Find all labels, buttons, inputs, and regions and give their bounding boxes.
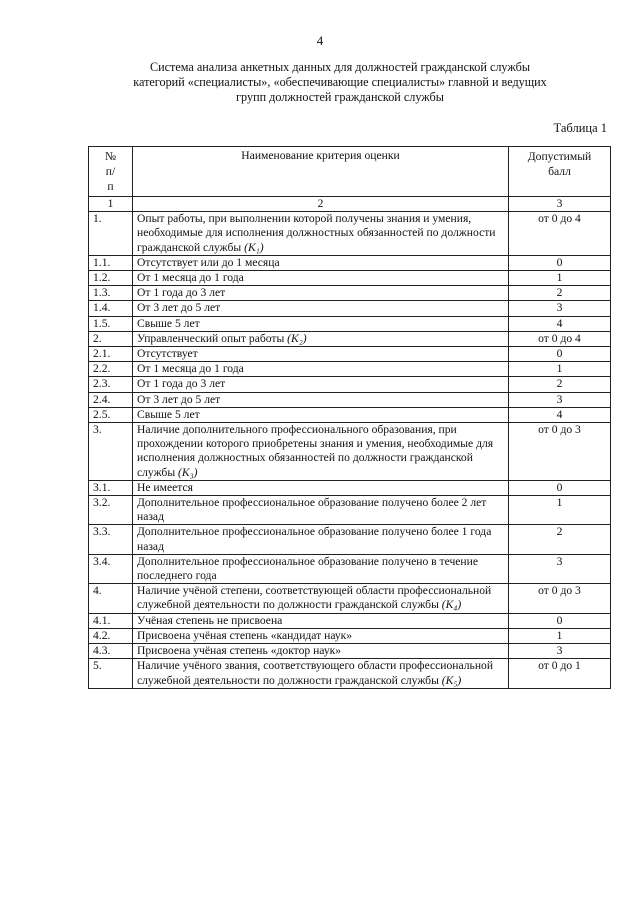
score-value: от 0 до 3 (509, 423, 611, 481)
criterion-name (133, 628, 509, 643)
criterion-text: От 3 лет до 5 лет (137, 301, 221, 315)
score-value: от 0 до 3 (509, 584, 611, 613)
criterion-name (133, 316, 509, 331)
header-criterion-name: Наименование критерия оценки (133, 147, 509, 197)
criterion-name (133, 423, 509, 481)
table-row (89, 316, 611, 331)
table-row (89, 286, 611, 301)
score-value: 0 (509, 255, 611, 270)
column-index-row (89, 197, 611, 212)
row-number: 1.1. (89, 255, 133, 270)
score-value: 1 (509, 271, 611, 286)
score-value: 1 (509, 362, 611, 377)
column-index: 3 (509, 197, 611, 212)
criterion-text: Дополнительное профессиональное образование получено более 2 лет назад (137, 496, 487, 524)
table-row (89, 362, 611, 377)
criterion-text: От 1 года до 3 лет (137, 286, 226, 300)
table-row (89, 480, 611, 495)
score-value: от 0 до 4 (509, 212, 611, 256)
criterion-text: От 1 месяца до 1 года (137, 362, 244, 376)
score-value: 1 (509, 496, 611, 525)
criterion-name (133, 212, 509, 256)
table-header-row (89, 147, 611, 197)
header-score: Допустимый балл (509, 147, 611, 197)
table-row (89, 496, 611, 525)
criterion-name (133, 392, 509, 407)
criterion-name (133, 271, 509, 286)
row-number: 2. (89, 331, 133, 346)
criterion-name (133, 644, 509, 659)
coefficient-label: (K₃) (178, 465, 198, 479)
coefficient-label: (K₁) (244, 240, 264, 254)
title-line-2: категорий «специалисты», «обеспечивающие специалисты» главной и ведущих (133, 75, 547, 89)
column-index: 2 (133, 197, 509, 212)
criterion-text: Отсутствует (137, 347, 198, 361)
row-number: 4. (89, 584, 133, 613)
criterion-name (133, 496, 509, 525)
table-row (89, 255, 611, 270)
criterion-text: Наличие дополнительного профессионального образования, при прохождении которого приобретены знания и умения, необходимые для исполнения должностных обязанностей по должности гражданской службы (137, 423, 494, 479)
score-value: 3 (509, 392, 611, 407)
row-number: 4.2. (89, 628, 133, 643)
criterion-name (133, 659, 509, 688)
row-number: 2.3. (89, 377, 133, 392)
row-number: 1. (89, 212, 133, 256)
table-row (89, 331, 611, 346)
table-row (89, 377, 611, 392)
row-number: 4.3. (89, 644, 133, 659)
row-number: 3.1. (89, 480, 133, 495)
score-value: 2 (509, 286, 611, 301)
table-row (89, 659, 611, 688)
criterion-name (133, 286, 509, 301)
criterion-text: Отсутствует или до 1 месяца (137, 255, 280, 269)
table-row (89, 554, 611, 583)
table-row (89, 628, 611, 643)
criteria-rows (89, 212, 611, 689)
row-number: 2.2. (89, 362, 133, 377)
criterion-text: Опыт работы, при выполнении которой получены знания и умения, необходимые для исполнения должностных обязанностей по должности гражданской службы (137, 212, 496, 254)
header-number: № п/п (89, 147, 133, 197)
criterion-text: Учёная степень не присвоена (137, 613, 283, 627)
row-number: 3.2. (89, 496, 133, 525)
criterion-name (133, 331, 509, 346)
table-row (89, 212, 611, 256)
table-row (89, 644, 611, 659)
criterion-text: Дополнительное профессиональное образование получено более 1 года назад (137, 525, 492, 553)
row-number: 3.4. (89, 554, 133, 583)
score-value: 1 (509, 628, 611, 643)
criterion-text: Свыше 5 лет (137, 316, 200, 330)
criterion-name (133, 255, 509, 270)
score-value: 3 (509, 301, 611, 316)
row-number: 1.2. (89, 271, 133, 286)
criterion-text: Свыше 5 лет (137, 407, 200, 421)
row-number: 2.1. (89, 347, 133, 362)
criterion-name (133, 480, 509, 495)
row-number: 1.4. (89, 301, 133, 316)
criterion-name (133, 613, 509, 628)
criterion-text: Управленческий опыт работы (137, 331, 288, 345)
criterion-text: От 1 месяца до 1 года (137, 271, 244, 285)
title-line-1: Система анализа анкетных данных для должностей гражданской службы (149, 60, 531, 74)
score-value: 0 (509, 480, 611, 495)
coefficient-label: (K₂) (287, 331, 307, 345)
score-value: 0 (509, 347, 611, 362)
document-title (80, 60, 600, 105)
coefficient-label: (K₅) (441, 673, 462, 687)
table-row (89, 613, 611, 628)
criterion-text: Наличие учёного звания, соответствующего области профессиональной служебной деятельности по должности гражданской службы (137, 659, 494, 687)
criterion-name (133, 584, 509, 613)
row-number: 2.4. (89, 392, 133, 407)
criterion-text: Дополнительное профессиональное образование получено в течение последнего года (137, 554, 478, 583)
coefficient-label: (K₄) (441, 598, 462, 612)
criterion-name (133, 407, 509, 422)
row-number: 3. (89, 423, 133, 481)
score-value: 4 (509, 407, 611, 422)
criterion-text: От 1 года до 3 лет (137, 377, 226, 391)
score-value: 2 (509, 377, 611, 392)
score-value: 4 (509, 316, 611, 331)
row-number: 5. (89, 659, 133, 688)
score-value: от 0 до 4 (509, 331, 611, 346)
table-row (89, 392, 611, 407)
score-value: 0 (509, 613, 611, 628)
score-value: 3 (509, 644, 611, 659)
criterion-name (133, 362, 509, 377)
row-number: 1.5. (89, 316, 133, 331)
criterion-text: Присвоена учёная степень «кандидат наук» (137, 628, 353, 642)
row-number: 4.1. (89, 613, 133, 628)
criterion-name (133, 525, 509, 554)
row-number: 2.5. (89, 407, 133, 422)
table-row (89, 423, 611, 481)
score-value: от 0 до 1 (509, 659, 611, 688)
score-value: 3 (509, 554, 611, 583)
row-number: 1.3. (89, 286, 133, 301)
score-value: 2 (509, 525, 611, 554)
table-row (89, 584, 611, 613)
criterion-text: От 3 лет до 5 лет (137, 392, 221, 406)
table-label: Таблица 1 (553, 121, 607, 135)
criterion-name (133, 377, 509, 392)
table-row (89, 525, 611, 554)
table-row (89, 301, 611, 316)
row-number: 3.3. (89, 525, 133, 554)
title-line-3: групп должностей гражданской службы (236, 90, 444, 104)
criterion-text: Присвоена учёная степень «доктор наук» (137, 644, 342, 658)
table-row (89, 407, 611, 422)
table-row (89, 347, 611, 362)
criterion-text: Не имеется (137, 480, 193, 494)
criteria-table (88, 146, 611, 689)
page-number: 4 (316, 33, 324, 48)
criterion-name (133, 301, 509, 316)
table-row (89, 271, 611, 286)
criterion-name (133, 554, 509, 583)
column-index: 1 (89, 197, 133, 212)
criterion-name (133, 347, 509, 362)
criterion-text: Наличие учёной степени, соответствующей области профессиональной служебной деятельности по должности гражданской службы (137, 584, 492, 612)
